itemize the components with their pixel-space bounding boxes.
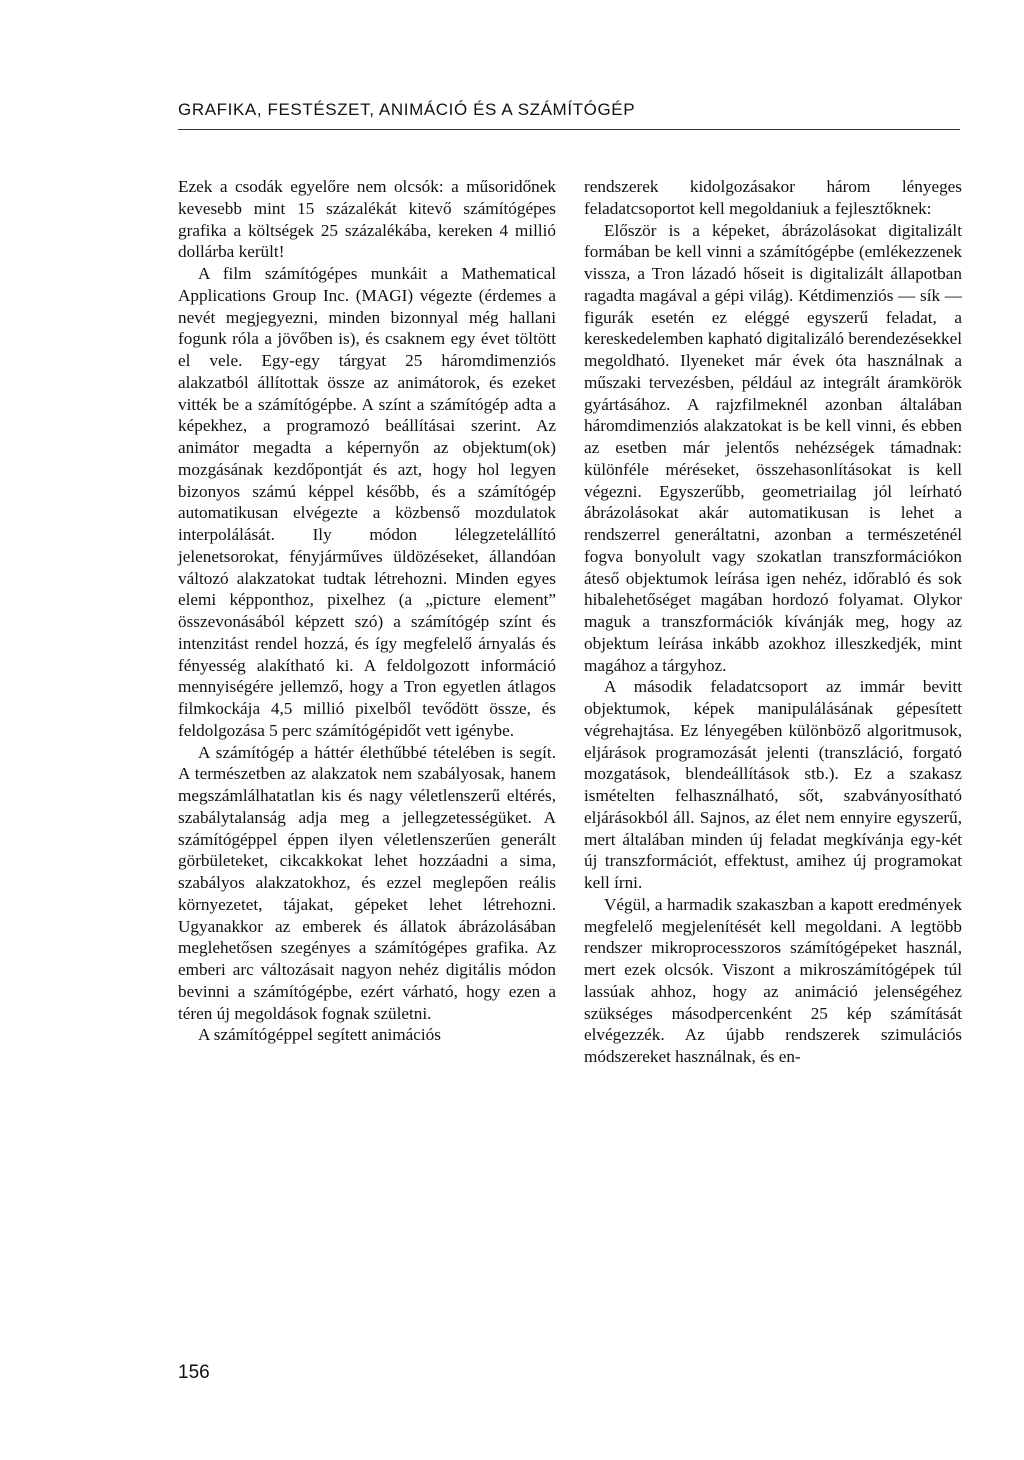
text-column-right xyxy=(584,176,962,1068)
header-rule xyxy=(178,129,960,130)
paragraph: Ezek a csodák egyelőre nem olcsók: a műsoridőnek kevesebb mint 15 százalékát kitevő számítógépes grafika a költségek 25 százalékába, kereken 4 millió dollárba került! xyxy=(178,177,556,262)
paragraph: rendszerek kidolgozásakor három lényeges feladatcsoportot kell megoldaniuk a fejlesztőknek: xyxy=(584,177,962,218)
text-column-left xyxy=(178,176,556,1046)
paragraph: A számítógép a háttér élethűbbé tételében is segít. A természetben az alakzatok nem szabályosak, hanem megszámlálhatatlan kis és nagy véletlenszerű eltérés, szabálytalanság adja meg a jellegzetességüket. A számítógéppel éppen ilyen véletlenszerűen generált görbületeket, cikcakkokat lehet hozzáadni a sima, szabályos alakzatokhoz, és ezzel meglepően reális környezetet, tájakat, gépeket lehet létrehozni. Ugyanakkor az emberek és állatok ábrázolásában meglehetősen szegényes a számítógépes grafika. Az emberi arc változásait nagyon nehéz digitális módon bevinni a számítógépbe, ezért várható, hogy ezen a téren új megoldások fognak születni. xyxy=(178,742,556,1023)
paragraph: A számítógéppel segített animációs xyxy=(198,1025,441,1045)
paragraph: Először is a képeket, ábrázolásokat digitalizált formában be kell vinni a számítógépbe (emlékezzenek vissza, a Tron lázadó hőseit is digitalizált állapotban ragadta magával a gépi világ). Kétdimenziós — sík — figurák esetén ez eléggé egyszerű feladat, a kereskedelemben kapható digitalizáló berendezésekkel megoldható. Ilyeneket már évek óta használnak a műszaki tervezésben, például az integrált áramkörök gyártásához. A rajzfilmeknél azonban általában háromdimenziós alakzatokat is be kell vinni, és ebben az esetben már jelentős nehézségek támadnak: különféle méréseket, összehasonlításokat is kell végezni. Egyszerűbb, geometriailag jól leírható ábrázolásokat akár automatikusan is lehet a rendszerrel generáltatni, azonban a természeténél fogva bonyolult vagy szokatlan transzformációkon áteső objektumok leírása igen nehéz, időrabló és sok hibalehetőséget magában hordozó folyamat. Olykor maguk a transzformációk kívánják meg, hogy az objektum leírása inkább azokhoz illeszkedjék, mint magához a tárgyhoz. xyxy=(584,220,962,675)
paragraph: A második feladatcsoport az immár bevitt objektumok, képek manipulálásának gépesített végrehajtása. Ez lényegében különböző algoritmusok, eljárások programozását jelenti (transzláció, forgató mozgatások, blendeállítások stb.). Ez a szakasz ismételten felhasználható, sőt, szabványosítható eljárásokból áll. Sajnos, az élet nem ennyire egyszerű, mert általában minden új feladat megkívánja egy-két új transzformációt, effektust, amihez új programokat kell írni. xyxy=(584,677,962,892)
paragraph: A film számítógépes munkáit a Mathematical Applications Group Inc. (MAGI) végezte (érdemes a nevét megjegyezni, minden bizonnyal még hallani fogunk róla a jövőben is), és csaknem egy évet töltött el vele. Egy-egy tárgyat 25 háromdimenziós alakzatból állítottak össze az animátorok, és ezeket vitték be a számítógépbe. A színt a számítógép adta a képekhez, a programozó beállításai szerint. Az animátor megadta a képernyőn az objektum(ok) mozgásának kezdőpontját és azt, hogy hol legyen bizonyos számú képpel később, és a számítógép automatikusan elvégezte a közbenső mozdulatok interpolálását. Ily módon lélegzetelállító jelenetsorokat, fényjárműves üldözéseket, állandóan változó alakzatokat tudtak létrehozni. Minden egyes elemi képponthoz, pixelhez (a „picture element” összevonásából képzett szó) a számítógép színt és intenzitást rendel hozzá, és így megfelelő árnyalás és fényesség alakítható ki. A feldolgozott információ mennyiségére jellemző, hogy a Tron egyetlen átlagos filmkockája 4,5 millió pixelből tevődött össze, és feldolgozása 5 perc számítógépidőt vett igénybe. xyxy=(178,264,556,740)
page-number: 156 xyxy=(178,1362,210,1383)
running-header: GRAFIKA, FESTÉSZET, ANIMÁCIÓ ÉS A SZÁMÍTÓGÉP xyxy=(178,100,636,119)
paragraph: Végül, a harmadik szakaszban a kapott eredmények megfelelő megjelenítését kell megoldani. A legtöbb rendszer mikroprocesszoros számítógépeket használ, mert ezek olcsók. Viszont a mikroszámítógépek túl lassúak ahhoz, hogy az animáció jelenségéhez szükséges másodpercenként 25 kép számítását elvégezzék. Az újabb rendszerek szimulációs módszereket használnak, és en- xyxy=(584,894,962,1066)
